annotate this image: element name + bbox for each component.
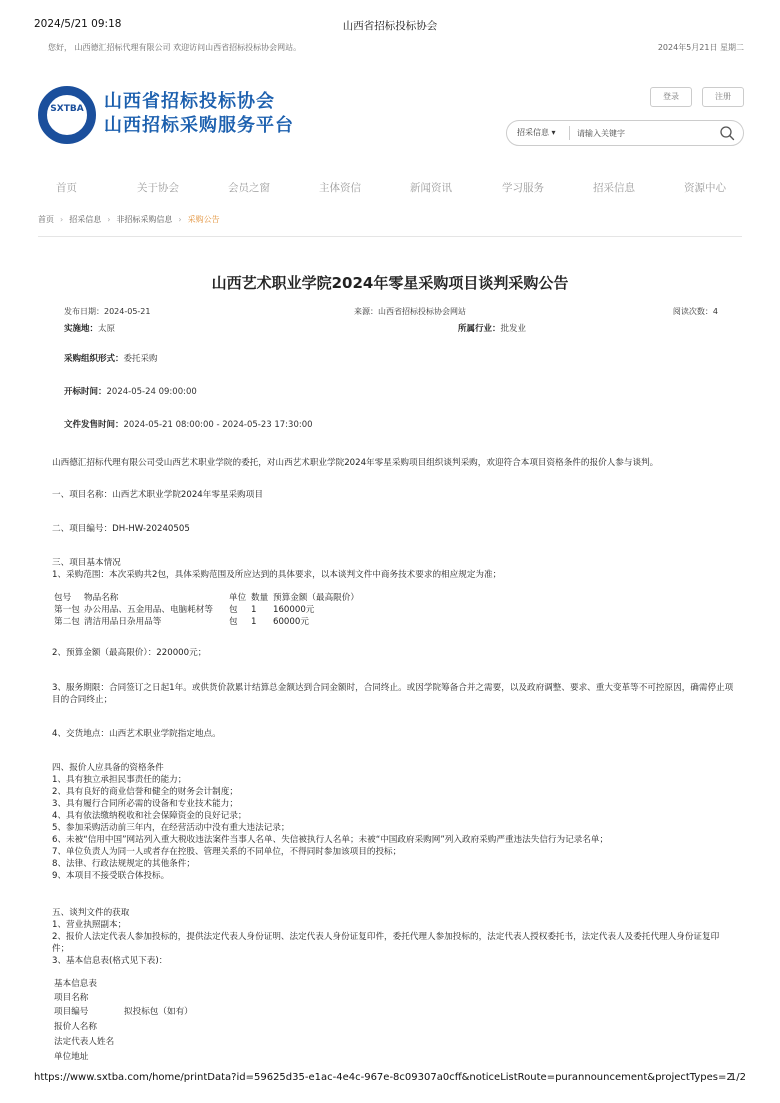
page-title: 山西艺术职业学院2024年零星采购项目谈判采购公告 xyxy=(211,274,569,292)
section-2: 二、项目编号：DH-HW-20240505 xyxy=(52,524,190,534)
basic-info-project-name: 项目名称 xyxy=(54,993,89,1003)
cell-budget: 160000元 xyxy=(273,605,315,615)
print-datetime: 2024/5/21 09:18 xyxy=(34,18,122,30)
section-3-item-2: 2、预算金额（最高限价）：220000元； xyxy=(52,648,207,658)
article-source: 来源：山西省招标投标协会网站 xyxy=(354,307,466,316)
print-page-title: 山西省招标投标协会 xyxy=(342,20,438,32)
qualification-item: 4、具有依法缴纳税收和社会保障资金的良好记录； xyxy=(52,811,247,821)
cell-name: 办公用品、五金用品、电脑耗材等 xyxy=(84,605,213,615)
logo-line2: 山西招标采购服务平台 xyxy=(104,115,294,136)
th-unit: 单位 xyxy=(229,593,247,603)
basic-info-bidder: 报价人名称 xyxy=(54,1022,97,1032)
search-box xyxy=(506,120,744,146)
logo-emblem-icon xyxy=(38,86,96,144)
org-form-label: 采购组织形式： xyxy=(64,354,124,364)
section-3-item-3: 3、服务期限：合同签订之日起1年。或供货价款累计结算总金额达到合同金额时，合同终止。或因学院筹备合并之需要，以及政府调整、要求、重大变革等不可控原因，确需停止项目的合同终止； xyxy=(52,683,734,705)
cell-unit: 包 xyxy=(229,605,238,615)
cell-budget: 60000元 xyxy=(273,617,309,627)
th-budget: 预算金额（最高限价） xyxy=(273,593,359,603)
doc-time-value: 2024-05-21 08:00:00 - 2024-05-23 17:30:00 xyxy=(123,420,313,430)
basic-info-title: 基本信息表 xyxy=(54,979,97,989)
basic-info-legal-rep: 法定代表人姓名 xyxy=(54,1037,115,1047)
org-form-info xyxy=(64,352,158,364)
basic-info-project-no: 项目编号 xyxy=(54,1007,89,1017)
breadcrumb-non-tender[interactable]: 非招标采购信息 xyxy=(116,215,173,224)
breadcrumb xyxy=(38,214,220,225)
industry-value: 批发业 xyxy=(500,324,527,334)
location-value: 太原 xyxy=(98,324,116,334)
section-3-item-1: 1、采购范围：本次采购共2包，具体采购范围及所应达到的具体要求，以本谈判文件中商务技术要求的相应规定为准； xyxy=(52,570,502,580)
nav-item-resources[interactable]: 资源中心 xyxy=(684,182,726,194)
open-time-info xyxy=(64,385,197,397)
nav-item-about[interactable]: 关于协会 xyxy=(137,182,179,194)
open-time-value: 2024-05-24 09:00:00 xyxy=(106,387,197,397)
search-icon[interactable] xyxy=(719,125,735,141)
qualification-item: 2、具有良好的商业信誉和健全的财务会计制度； xyxy=(52,787,238,797)
section-5-title: 五、谈判文件的获取 xyxy=(52,908,130,918)
section-3-item-4: 4、交货地点：山西艺术职业学院指定地点。 xyxy=(52,729,221,739)
qualification-item: 6、未被“信用中国”网站列入重大税收违法案件当事人名单、失信被执行人名单；未被“中国政府采购网”列入政府采购严重违法失信行为记录名单； xyxy=(52,835,609,845)
qualification-item: 7、单位负责人为同一人或者存在控股、管理关系的不同单位，不得同时参加该项目的投标； xyxy=(52,847,402,857)
nav-item-learning[interactable]: 学习服务 xyxy=(502,182,544,194)
org-form-value: 委托采购 xyxy=(123,354,158,364)
search-divider xyxy=(569,126,570,140)
location-label: 实施地： xyxy=(64,324,99,334)
open-time-label: 开标时间： xyxy=(64,387,107,397)
section-5-item-1: 1、营业执照副本； xyxy=(52,920,127,930)
nav-item-procurement[interactable]: 招采信息 xyxy=(593,182,635,194)
industry-label: 所属行业： xyxy=(458,324,501,334)
th-name: 物品名称 xyxy=(84,593,119,603)
chevron-right-icon: › xyxy=(107,215,111,224)
chevron-right-icon: › xyxy=(178,215,182,224)
cell-pkg: 第二包 xyxy=(54,617,80,627)
breadcrumb-home[interactable]: 首页 xyxy=(38,215,54,224)
current-date: 2024年5月21日 星期二 xyxy=(657,43,744,52)
location-info xyxy=(64,322,115,334)
print-header xyxy=(34,18,746,34)
cell-unit: 包 xyxy=(229,617,238,627)
breadcrumb-current: 采购公告 xyxy=(187,215,220,224)
main-nav xyxy=(30,180,750,196)
section-5-item-3: 3、基本信息表(格式见下表)： xyxy=(52,956,168,966)
industry-info xyxy=(458,322,526,334)
register-button[interactable]: 注册 xyxy=(702,87,744,107)
breadcrumb-procurement[interactable]: 招采信息 xyxy=(69,215,102,224)
divider xyxy=(38,236,742,237)
nav-item-news[interactable]: 新闻资讯 xyxy=(410,182,452,194)
doc-time-info xyxy=(64,418,313,430)
cell-pkg: 第一包 xyxy=(54,605,80,615)
login-button[interactable]: 登录 xyxy=(650,87,692,107)
welcome-greeting: 您好， 山西德汇招标代理有限公司 欢迎访问山西省招标投标协会网站。 xyxy=(48,43,302,52)
chevron-right-icon: › xyxy=(60,215,64,224)
publish-date: 发布日期：2024-05-21 xyxy=(64,307,151,316)
basic-info-address: 单位地址 xyxy=(54,1052,89,1062)
nav-item-credit[interactable]: 主体资信 xyxy=(319,182,361,194)
article-meta xyxy=(64,306,718,318)
cell-qty: 1 xyxy=(251,605,257,615)
th-qty: 数量 xyxy=(251,593,269,603)
section-4-title: 四、报价人应具备的资格条件 xyxy=(52,763,164,773)
qualification-item: 1、具有独立承担民事责任的能力； xyxy=(52,775,187,785)
th-pkg: 包号 xyxy=(54,593,72,603)
view-count: 阅读次数：4 xyxy=(672,307,718,316)
logo-abbr: SXTBA xyxy=(50,104,84,114)
cell-name: 清洁用品日杂用品等 xyxy=(84,617,162,627)
print-footer xyxy=(34,1072,746,1086)
print-url: https://www.sxtba.com/home/printData?id=59625d35-e1ac-4e4c-967e-8c09307a0cff&noticeListRoute=purannouncement&projectTypes=2 xyxy=(34,1072,733,1083)
intro-paragraph: 山西德汇招标代理有限公司受山西艺术职业学院的委托，对山西艺术职业学院2024年零星采购项目组织谈判采购，欢迎符合本项目资格条件的报价人参与谈判。 xyxy=(52,458,659,468)
search-input[interactable] xyxy=(577,121,707,145)
section-1: 一、项目名称：山西艺术职业学院2024年零星采购项目 xyxy=(52,490,263,500)
qualification-item: 3、具有履行合同所必需的设备和专业技术能力； xyxy=(52,799,238,809)
search-type-select[interactable]: 招采信息 ▾ xyxy=(517,128,556,137)
cell-qty: 1 xyxy=(251,617,257,627)
qualification-item: 5、参加采购活动前三年内，在经营活动中没有重大违法记录； xyxy=(52,823,290,833)
basic-info-bid-pkg: 拟投标包（如有） xyxy=(124,1007,193,1017)
doc-time-label: 文件发售时间： xyxy=(64,420,124,430)
section-5-item-2: 2、报价人法定代表人参加投标的，提供法定代表人身份证明、法定代表人身份证复印件，委托代理人参加投标的，法定代表人授权委托书，法定代表人及委托代理人身份证复印件； xyxy=(52,932,720,954)
welcome-bar xyxy=(48,42,744,53)
section-3-title: 三、项目基本情况 xyxy=(52,558,121,568)
page-number: 1/2 xyxy=(729,1072,746,1083)
logo-title xyxy=(104,90,294,138)
nav-item-home[interactable]: 首页 xyxy=(56,182,77,194)
qualification-item: 9、本项目不接受联合体投标。 xyxy=(52,871,170,881)
nav-item-members[interactable]: 会员之窗 xyxy=(228,182,270,194)
qualification-item: 8、法律、行政法规规定的其他条件； xyxy=(52,859,195,869)
site-logo[interactable] xyxy=(38,84,298,148)
logo-line1: 山西省招标投标协会 xyxy=(104,91,275,112)
